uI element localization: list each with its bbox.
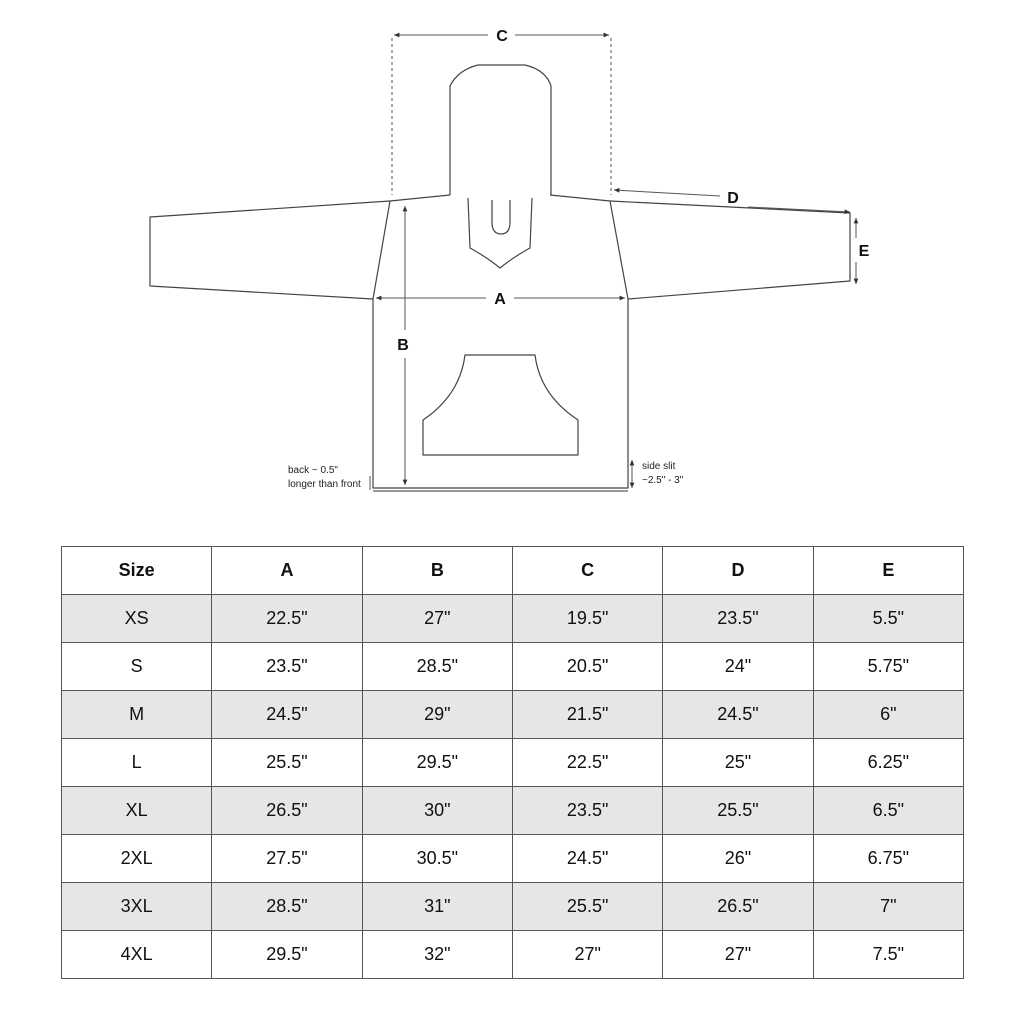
dimension-lines	[370, 35, 856, 490]
table-row	[62, 595, 964, 643]
hood	[450, 65, 551, 195]
measurement-cell: 25"	[663, 739, 813, 787]
measurement-cell: 29"	[362, 691, 512, 739]
measurement-cell: 22.5"	[212, 595, 362, 643]
table-row	[62, 739, 964, 787]
slit-note-line1: side slit	[642, 461, 676, 472]
measurement-cell: 30"	[362, 787, 512, 835]
body-outline	[373, 195, 628, 488]
dim-label-b: B	[397, 337, 409, 354]
table-row	[62, 643, 964, 691]
dim-d-line-left	[614, 190, 720, 196]
measurement-cell: 24.5"	[212, 691, 362, 739]
neck-opening	[468, 198, 532, 268]
size-cell: 3XL	[62, 883, 212, 931]
size-cell: XL	[62, 787, 212, 835]
measurement-cell: 25.5"	[512, 883, 662, 931]
measurement-cell: 7"	[813, 883, 963, 931]
table-row	[62, 787, 964, 835]
measurement-cell: 29.5"	[362, 739, 512, 787]
measurement-cell: 5.75"	[813, 643, 963, 691]
table-row	[62, 931, 964, 979]
measurement-cell: 20.5"	[512, 643, 662, 691]
measurement-cell: 25.5"	[663, 787, 813, 835]
size-cell: 2XL	[62, 835, 212, 883]
header-cell: D	[663, 547, 813, 595]
measurement-cell: 26.5"	[663, 883, 813, 931]
measurement-cell: 23.5"	[512, 787, 662, 835]
right-sleeve	[610, 201, 850, 299]
measurement-cell: 25.5"	[212, 739, 362, 787]
measurement-cell: 24.5"	[512, 835, 662, 883]
measurement-cell: 5.5"	[813, 595, 963, 643]
measurement-cell: 24.5"	[663, 691, 813, 739]
measurement-cell: 28.5"	[212, 883, 362, 931]
measurement-cell: 27"	[663, 931, 813, 979]
size-cell: L	[62, 739, 212, 787]
measurement-cell: 27"	[512, 931, 662, 979]
measurement-cell: 19.5"	[512, 595, 662, 643]
front-pocket	[423, 355, 578, 455]
header-cell: A	[212, 547, 362, 595]
back-note-line2: longer than front	[288, 479, 361, 490]
measurement-cell: 30.5"	[362, 835, 512, 883]
measurement-cell: 27.5"	[212, 835, 362, 883]
measurement-cell: 23.5"	[212, 643, 362, 691]
drawstring-loop	[492, 200, 510, 234]
table-row	[62, 691, 964, 739]
header-cell: E	[813, 547, 963, 595]
back-note-line1: back ~ 0.5"	[288, 465, 338, 476]
measurement-cell: 6"	[813, 691, 963, 739]
table-row	[62, 883, 964, 931]
table-row	[62, 835, 964, 883]
dim-label-e: E	[858, 243, 870, 260]
size-chart-table	[61, 546, 964, 979]
measurement-cell: 32"	[362, 931, 512, 979]
dim-label-d: D	[727, 190, 739, 207]
left-sleeve	[150, 201, 390, 299]
measurement-cell: 23.5"	[663, 595, 813, 643]
measurement-cell: 31"	[362, 883, 512, 931]
dim-label-a: A	[494, 291, 506, 308]
measurement-cell: 28.5"	[362, 643, 512, 691]
size-cell: XS	[62, 595, 212, 643]
size-cell: M	[62, 691, 212, 739]
dim-label-c: C	[496, 28, 508, 45]
measurement-cell: 22.5"	[512, 739, 662, 787]
measurement-cell: 27"	[362, 595, 512, 643]
measurement-cell: 26.5"	[212, 787, 362, 835]
measurement-cell: 29.5"	[212, 931, 362, 979]
measurement-cell: 6.5"	[813, 787, 963, 835]
header-row	[62, 547, 964, 595]
measurement-cell: 21.5"	[512, 691, 662, 739]
size-cell: 4XL	[62, 931, 212, 979]
dim-d-line-right	[748, 207, 850, 212]
slit-note-line2: ~2.5" - 3"	[642, 475, 684, 486]
header-cell: B	[362, 547, 512, 595]
size-cell: S	[62, 643, 212, 691]
header-cell: C	[512, 547, 662, 595]
measurement-cell: 7.5"	[813, 931, 963, 979]
measurement-cell: 26"	[663, 835, 813, 883]
hoodie-outline	[150, 65, 850, 491]
measurement-cell: 6.25"	[813, 739, 963, 787]
measurement-cell: 6.75"	[813, 835, 963, 883]
header-cell: Size	[62, 547, 212, 595]
measurement-cell: 24"	[663, 643, 813, 691]
